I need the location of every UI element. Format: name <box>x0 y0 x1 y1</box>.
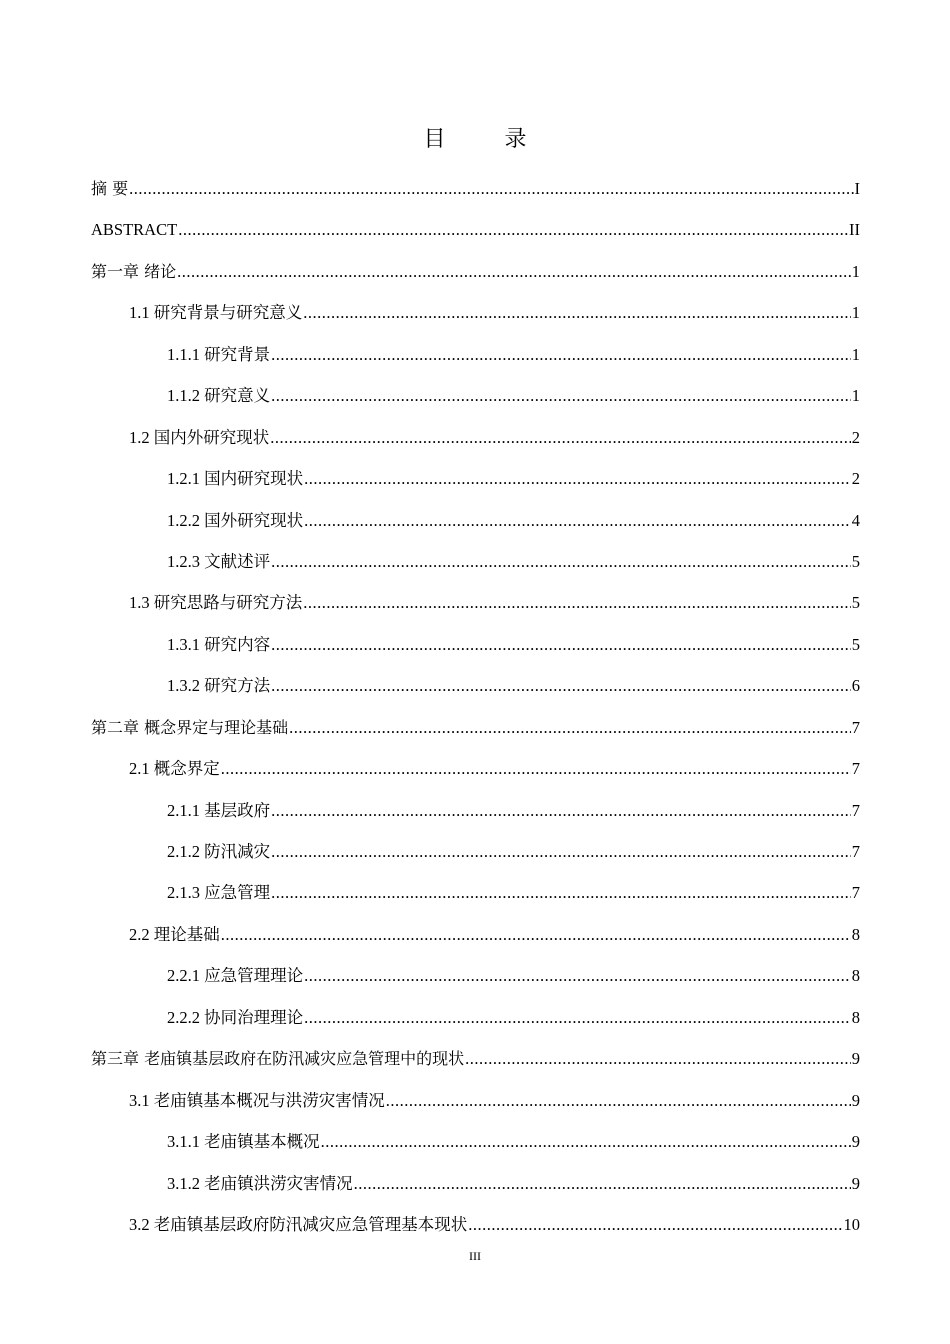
toc-entry-page: 9 <box>851 1173 860 1193</box>
toc-entry[interactable] <box>91 794 860 835</box>
toc-entry[interactable] <box>91 255 860 296</box>
toc-entry-page: 7 <box>851 800 860 820</box>
toc-entry-page: 7 <box>851 759 860 779</box>
toc-entry[interactable] <box>91 918 860 959</box>
toc-entry-label: 2.2.1 应急管理理论 <box>167 966 304 986</box>
toc-leader-dots <box>289 711 851 745</box>
toc-leader-dots <box>178 213 848 247</box>
toc-leader-dots <box>271 835 851 869</box>
toc-entry-label: 1.3.2 研究方法 <box>167 676 271 696</box>
toc-entry-page: 8 <box>851 1007 860 1027</box>
toc-entry-label: 2.1.1 基层政府 <box>167 800 271 820</box>
toc-entry-label: 第二章 概念界定与理论基础 <box>91 717 289 737</box>
toc-entry[interactable] <box>91 1042 860 1083</box>
toc-entry[interactable] <box>91 504 860 545</box>
toc-leader-dots <box>271 338 851 372</box>
toc-entry-page: II <box>849 220 860 240</box>
toc-leader-dots <box>303 586 851 620</box>
toc-entry-label: 2.1.2 防汛减灾 <box>167 842 271 861</box>
toc-entry-page: 7 <box>851 842 860 861</box>
toc-entry[interactable] <box>91 379 860 420</box>
toc-entry-label: 3.2 老庙镇基层政府防汛减灾应急管理基本现状 <box>129 1214 468 1234</box>
toc-entry[interactable] <box>91 1125 860 1166</box>
toc-entry[interactable] <box>91 1001 860 1042</box>
toc-entry-page: 1 <box>851 386 860 406</box>
toc-entry-page: 8 <box>851 966 860 986</box>
toc-entry[interactable] <box>91 876 860 917</box>
toc-entry-label: 摘 要 <box>91 179 129 198</box>
toc-entry[interactable] <box>91 172 860 213</box>
toc-leader-dots <box>304 462 851 496</box>
toc-entry-label: 3.1 老庙镇基本概况与洪涝灾害情况 <box>129 1090 385 1110</box>
toc-entry-page: 9 <box>851 1049 860 1069</box>
toc-entry-page: 10 <box>843 1214 860 1234</box>
toc-entry-page: 8 <box>851 924 860 944</box>
toc-entry-page: 1 <box>851 344 860 364</box>
toc-leader-dots <box>468 1208 842 1242</box>
toc-entry-label: 1.1.1 研究背景 <box>167 344 271 364</box>
toc-entry[interactable] <box>91 421 860 462</box>
toc-leader-dots <box>271 876 851 910</box>
toc-leader-dots <box>271 794 851 828</box>
toc-entry[interactable] <box>91 669 860 710</box>
toc-entry-label: 1.3 研究思路与研究方法 <box>129 593 303 613</box>
toc-entry-label: 3.1.1 老庙镇基本概况 <box>167 1132 320 1152</box>
toc-entry-label: 1.2.2 国外研究现状 <box>167 510 304 530</box>
toc-entry[interactable] <box>91 711 860 752</box>
toc-leader-dots <box>221 752 851 786</box>
toc-entry-page: I <box>854 179 860 198</box>
toc-entry-page: 5 <box>851 593 860 613</box>
toc-entry-page: 7 <box>851 883 860 903</box>
page-title: 目 录 <box>423 127 553 152</box>
toc-entry-label: 1.1 研究背景与研究意义 <box>129 303 303 323</box>
toc-entry-page: 5 <box>851 634 860 654</box>
toc-entry-page: 6 <box>851 676 860 696</box>
toc-leader-dots <box>271 379 851 413</box>
toc-entry[interactable] <box>91 1208 860 1249</box>
page-number-footer: III <box>469 1249 481 1263</box>
toc-entry-page: 5 <box>851 551 860 571</box>
toc-entry[interactable] <box>91 338 860 379</box>
toc-leader-dots <box>304 1001 851 1035</box>
toc-entry[interactable] <box>91 1084 860 1125</box>
toc-leader-dots <box>465 1042 851 1076</box>
toc-entry-label: 2.1 概念界定 <box>129 759 220 779</box>
toc-leader-dots <box>354 1167 851 1201</box>
toc-entry[interactable] <box>91 586 860 627</box>
toc-entry-label: ABSTRACT <box>91 220 178 240</box>
toc-leader-dots <box>271 628 851 662</box>
toc-entry[interactable] <box>91 213 860 254</box>
toc-entry-label: 1.3.1 研究内容 <box>167 634 271 654</box>
toc-entry-page: 4 <box>851 510 860 530</box>
toc-leader-dots <box>221 918 851 952</box>
toc-entry[interactable] <box>91 959 860 1000</box>
toc-entry-page: 2 <box>851 427 860 447</box>
toc-entry-label: 第三章 老庙镇基层政府在防汛减灾应急管理中的现状 <box>91 1049 465 1069</box>
toc-leader-dots <box>304 504 851 538</box>
toc-entry-label: 2.2 理论基础 <box>129 924 220 944</box>
toc-entry-page: 1 <box>851 303 860 323</box>
toc-entry-page: 7 <box>851 717 860 737</box>
toc-entry-label: 3.1.2 老庙镇洪涝灾害情况 <box>167 1173 353 1193</box>
toc-entry-label: 1.1.2 研究意义 <box>167 386 271 406</box>
toc-entry[interactable] <box>91 296 860 337</box>
toc-entry-page: 1 <box>851 261 860 281</box>
toc-entry[interactable] <box>91 752 860 793</box>
toc-entry[interactable] <box>91 628 860 669</box>
toc-leader-dots <box>303 296 851 330</box>
toc-leader-dots <box>129 172 853 206</box>
toc-entry-page: 2 <box>851 469 860 489</box>
toc-leader-dots <box>321 1125 851 1159</box>
toc-leader-dots <box>271 545 851 579</box>
toc-leader-dots <box>386 1084 851 1118</box>
toc-leader-dots <box>304 959 851 993</box>
toc-entry[interactable] <box>91 1167 860 1208</box>
toc-leader-dots <box>270 421 851 455</box>
toc-entry[interactable] <box>91 462 860 503</box>
toc-entry-page: 9 <box>851 1090 860 1110</box>
toc-entry[interactable] <box>91 835 860 876</box>
toc-entry-label: 1.2 国内外研究现状 <box>129 427 270 447</box>
table-of-contents <box>91 172 860 1249</box>
toc-entry-label: 2.2.2 协同治理理论 <box>167 1007 304 1027</box>
toc-entry-label: 第一章 绪论 <box>91 261 177 281</box>
toc-entry-label: 1.2.3 文献述评 <box>167 551 271 571</box>
toc-entry-label: 1.2.1 国内研究现状 <box>167 469 304 489</box>
toc-entry[interactable] <box>91 545 860 586</box>
toc-leader-dots <box>271 669 851 703</box>
toc-entry-label: 2.1.3 应急管理 <box>167 883 271 903</box>
toc-leader-dots <box>177 255 851 289</box>
toc-entry-page: 9 <box>851 1132 860 1152</box>
